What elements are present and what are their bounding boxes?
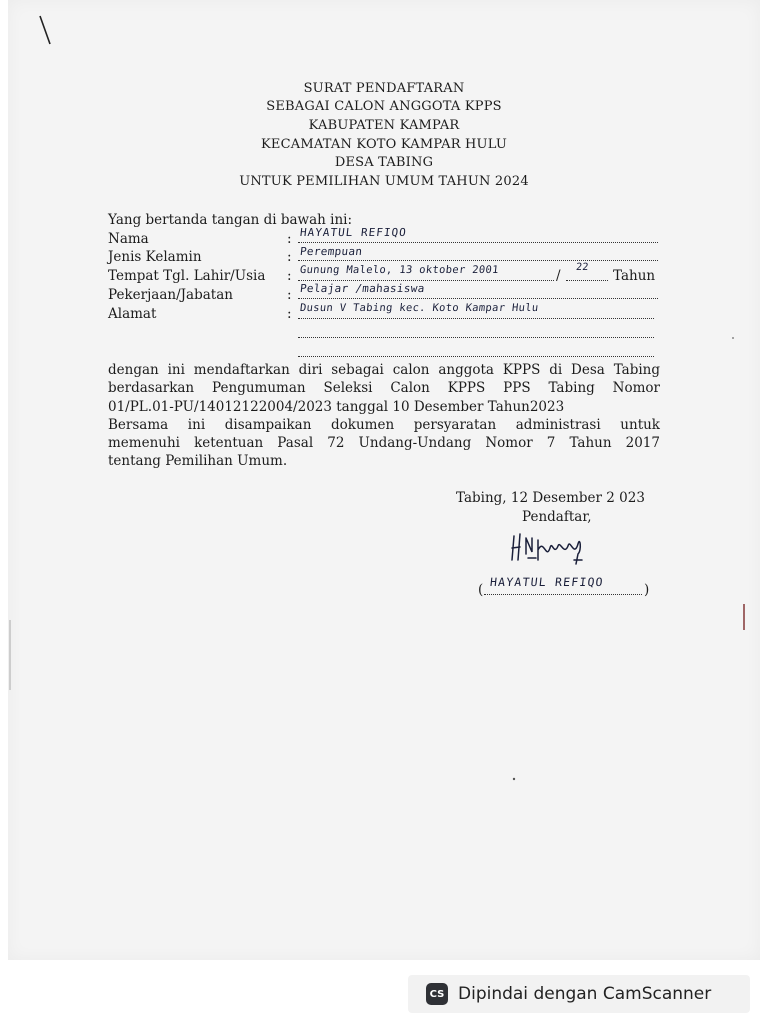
header-line-3: KABUPATEN KAMPAR <box>308 118 460 133</box>
header-line-4: KECAMATAN KOTO KAMPAR HULU <box>261 137 507 152</box>
header-line-5: DESA TABING <box>334 155 434 170</box>
header-line-1: SURAT PENDAFTARAN <box>303 81 465 96</box>
header-line-6: UNTUK PEMILIHAN UMUM TAHUN 2024 <box>239 174 529 189</box>
jenis-kelamin-value: Perempuan <box>299 245 363 258</box>
ttl-slash: / <box>556 268 561 284</box>
tahun-label: Tahun <box>613 268 656 284</box>
paragraph-line-3: 01/PL.01-PU/14012122004/2023 tanggal 10 Desember Tahun2023 <box>108 398 565 415</box>
usia-value: 22 <box>575 262 590 273</box>
jenis-kelamin-colon: : <box>287 249 292 265</box>
signer-role: Pendaftar, <box>522 509 592 525</box>
alamat-value: Dusun V Tabing kec. Koto Kampar Hulu <box>299 302 540 314</box>
camscanner-label: Dipindai dengan CamScanner <box>458 984 712 1004</box>
nama-value: HAYATUL REFIQO <box>299 226 408 239</box>
paragraph-line-6: tentang Pemilihan Umum. <box>108 453 288 470</box>
paragraph-line-5: memenuhi ketentuan Pasal 72 Undang-Undang Nomor 7 Tahun 2017 <box>108 435 660 452</box>
camscanner-logo-icon: CS <box>426 983 448 1005</box>
ttl-value: Gunung Malelo, 13 oktober 2001 <box>299 264 500 276</box>
jenis-kelamin-label: Jenis Kelamin <box>108 249 202 265</box>
paragraph-line-4: Bersama ini disampaikan dokumen persyaratan administrasi untuk <box>108 416 660 433</box>
alamat-label: Alamat <box>108 306 157 322</box>
paragraph-line-2: berdasarkan Pengumuman Seleksi Calon KPPS PPS Tabing Nomor <box>108 380 660 397</box>
ttl-colon: : <box>287 268 292 284</box>
pekerjaan-value: Pelajar /mahasiswa <box>299 282 426 295</box>
place-date: Tabing, 12 Desember 2 023 <box>456 490 645 506</box>
intro-text: Yang bertanda tangan di bawah ini: <box>108 212 353 228</box>
header-line-2: SEBAGAI CALON ANGGOTA KPPS <box>266 99 502 114</box>
pekerjaan-label: Pekerjaan/Jabatan <box>108 287 233 303</box>
pekerjaan-colon: : <box>287 287 292 303</box>
signature-name: HAYATUL REFIQO <box>489 575 605 589</box>
paragraph-line-1: dengan ini mendaftarkan diri sebagai calon anggota KPPS di Desa Tabing <box>108 362 660 378</box>
camscanner-watermark <box>408 975 750 1013</box>
nama-colon: : <box>287 231 292 247</box>
signature-paren-close: ) <box>644 582 650 598</box>
nama-label: Nama <box>108 231 149 247</box>
ttl-label: Tempat Tgl. Lahir/Usia <box>108 268 266 284</box>
alamat-colon: : <box>287 306 292 322</box>
signature-paren-open: ( <box>478 582 484 598</box>
